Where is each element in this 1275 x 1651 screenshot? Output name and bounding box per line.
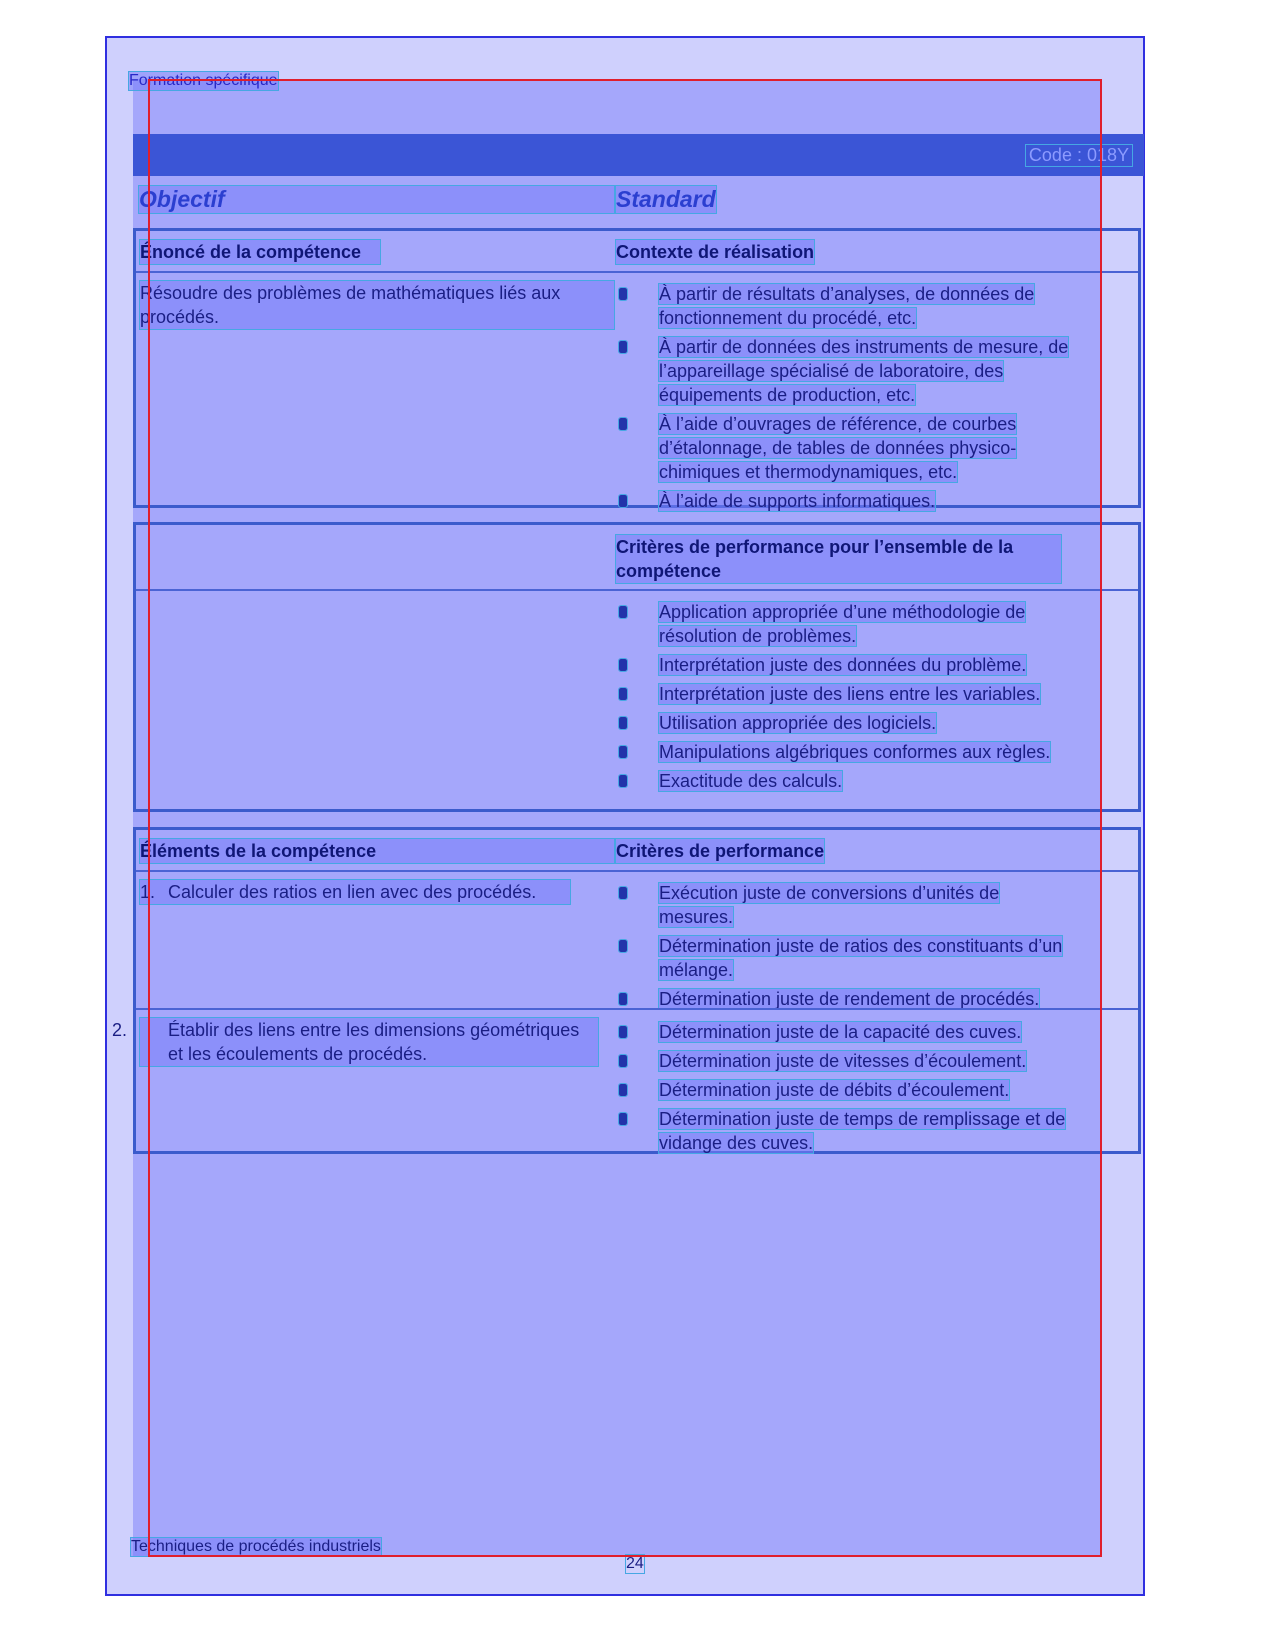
list-item: Exécution juste de conversions d’unités de mesures. bbox=[619, 881, 1069, 929]
competence-header-row bbox=[136, 231, 1138, 273]
bullet-icon bbox=[619, 1113, 627, 1125]
list-item: Interprétation juste des données du problème. bbox=[619, 653, 1069, 677]
element-text: Calculer des ratios en lien avec des procédés. bbox=[168, 882, 537, 902]
code-bar bbox=[133, 134, 1144, 176]
criteres-ensemble-list bbox=[619, 600, 1069, 798]
element-2-criteres bbox=[619, 1020, 1069, 1160]
bullet-icon bbox=[619, 288, 627, 300]
element-2 bbox=[112, 1018, 598, 1066]
bullet-icon bbox=[619, 606, 627, 618]
row-divider bbox=[136, 1008, 1138, 1010]
bullet-icon bbox=[619, 418, 627, 430]
list-item: Application appropriée d’une méthodologie de résolution de problèmes. bbox=[619, 600, 1069, 648]
bullet-icon bbox=[619, 993, 627, 1005]
list-item: À l’aide d’ouvrages de référence, de courbes d’étalonnage, de tables de données physico-chimiques et thermodynamiques, etc. bbox=[619, 412, 1069, 484]
enonce-header: Énoncé de la compétence bbox=[140, 240, 380, 264]
page-number: 24 bbox=[626, 1555, 644, 1572]
list-item: Exactitude des calculs. bbox=[619, 769, 1069, 793]
bullet-icon bbox=[619, 1084, 627, 1096]
course-code: Code : 018Y bbox=[1026, 145, 1132, 166]
list-item: Utilisation appropriée des logiciels. bbox=[619, 711, 1069, 735]
list-item: Détermination juste de vitesses d’écoulement. bbox=[619, 1049, 1069, 1073]
footer-program: Techniques de procédés industriels bbox=[131, 1538, 381, 1555]
element-text: Établir des liens entre les dimensions géométriques et les écoulements de procédés. bbox=[168, 1020, 580, 1064]
list-item: Interprétation juste des liens entre les variables. bbox=[619, 682, 1069, 706]
list-item: Détermination juste de débits d’écoulement. bbox=[619, 1078, 1069, 1102]
bullet-icon bbox=[619, 688, 627, 700]
list-item: Manipulations algébriques conformes aux règles. bbox=[619, 740, 1069, 764]
element-number: 1. bbox=[140, 882, 156, 902]
elements-box bbox=[112, 827, 1141, 1154]
bullet-icon bbox=[619, 1055, 627, 1067]
element-1 bbox=[140, 880, 570, 904]
contexte-header: Contexte de réalisation bbox=[616, 242, 815, 262]
enonce-text: Résoudre des problèmes de mathématiques liés aux procédés. bbox=[140, 281, 614, 329]
section-objectif: Objectif bbox=[139, 186, 614, 213]
criteres-ensemble-header: Critères de performance pour l’ensemble de la compétence bbox=[616, 535, 1061, 583]
bullet-icon bbox=[619, 940, 627, 952]
bullet-icon bbox=[619, 495, 627, 507]
bullet-icon bbox=[619, 717, 627, 729]
list-item: Détermination juste de la capacité des cuves. bbox=[619, 1020, 1069, 1044]
competence-box bbox=[133, 228, 1141, 511]
element-number: 2. bbox=[112, 1020, 128, 1040]
criteres-header: Critères de performance bbox=[616, 841, 825, 861]
bullet-icon bbox=[619, 887, 627, 899]
bullet-icon bbox=[619, 746, 627, 758]
list-item: À partir de données des instruments de mesure, de l’appareillage spécialisé de laboratoire, des équipements de production, etc. bbox=[619, 335, 1069, 407]
running-title: Formation spécifique bbox=[129, 72, 278, 89]
section-standard: Standard bbox=[616, 186, 716, 212]
bullet-icon bbox=[619, 341, 627, 353]
list-item: À partir de résultats d’analyses, de données de fonctionnement du procédé, etc. bbox=[619, 282, 1069, 330]
criteres-ensemble-box bbox=[133, 522, 1141, 812]
criteres-ensemble-header-row bbox=[136, 525, 1138, 591]
list-item: Détermination juste de rendement de procédés. bbox=[619, 987, 1069, 1011]
bullet-icon bbox=[619, 775, 627, 787]
contexte-list bbox=[619, 282, 1069, 518]
list-item: Détermination juste de temps de remplissage et de vidange des cuves. bbox=[619, 1107, 1069, 1155]
elements-header: Éléments de la compétence bbox=[140, 839, 614, 863]
bullet-icon bbox=[619, 659, 627, 671]
elements-header-row bbox=[136, 830, 1138, 872]
list-item: À l’aide de supports informatiques. bbox=[619, 489, 1069, 513]
element-1-criteres bbox=[619, 881, 1069, 1016]
list-item: Détermination juste de ratios des constituants d’un mélange. bbox=[619, 934, 1069, 982]
bullet-icon bbox=[619, 1026, 627, 1038]
